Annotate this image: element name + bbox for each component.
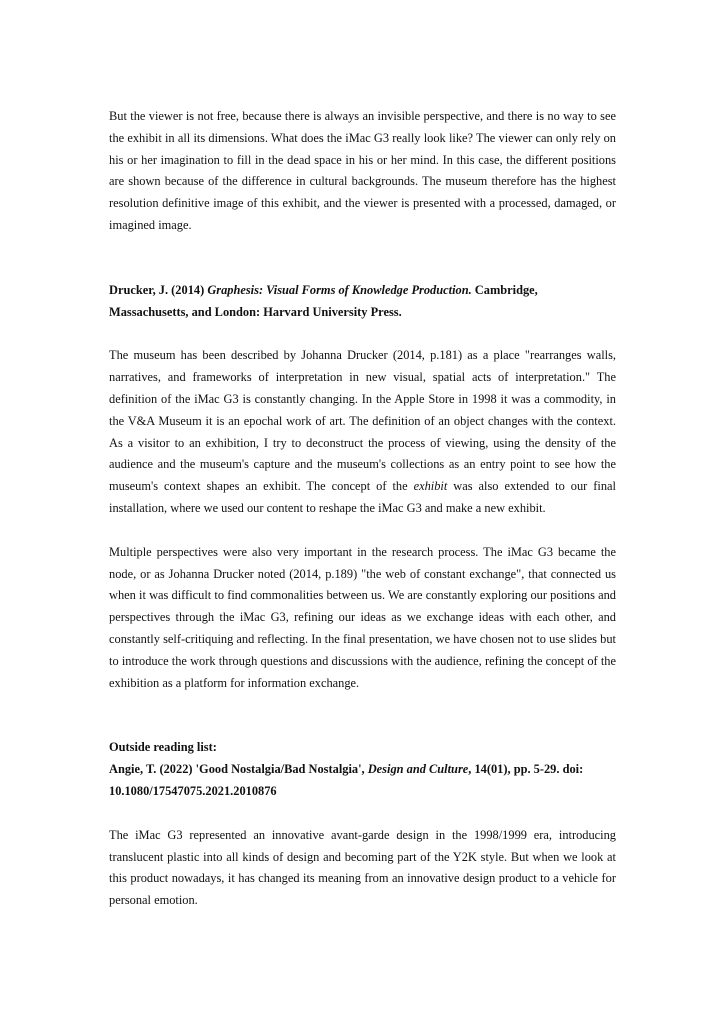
body-paragraph: But the viewer is not free, because there is always an invisible perspective, and there is no way to see the exhibit in all its dimensions. What does the iMac G3 really look like? The viewer can only rely on his or her imagination to fill in the dead space in his or her mind. In this case, the different positions are shown because of the difference in cultural backgrounds. The museum therefore has the highest resolution definitive image of this exhibit, and the viewer is presented with a processed, damaged, or imagined image.	[109, 109, 616, 232]
reference-citation	[109, 759, 616, 803]
document-page	[109, 106, 616, 912]
paragraph-spacer	[109, 323, 616, 345]
body-paragraph: The iMac G3 represented an innovative avant-garde design in the 1998/1999 era, introducing translucent plastic into all kinds of design and becoming part of the Y2K style. But when we look at this product nowadays, it has changed its meaning from an innovative design product to a vehicle for personal emotion.	[109, 827, 616, 908]
paragraph-spacer	[109, 803, 616, 825]
reference-book-title: Graphesis: Visual Forms of Knowledge Production.	[207, 282, 472, 297]
italic-term: exhibit	[413, 479, 448, 494]
paragraph-text: The museum has been described by Johanna Drucker (2014, p.181) as a place "rearranges walls, narratives, and frameworks of interpretation in new visual, spatial acts of interpretation." The definition of the iMac G3 is constantly changing. In the Apple Store in 1998 it was a commodity, in the V&A Museum it is an epochal work of art. The definition of an object changes with the context. As a visitor to an exhibition, I try to deconstruct the process of viewing, using the density of the audience and the museum's capture and the museum's collections as an entry point to see how the museum's context shapes an exhibit. The concept of the	[109, 348, 616, 494]
reference-author-title: Angie, T. (2022) 'Good Nostalgia/Bad Nostalgia',	[109, 762, 368, 777]
reference-author-year: Drucker, J. (2014)	[109, 282, 208, 297]
reference-citation	[109, 280, 616, 324]
paragraph-text: was also extended to our final installation, where we used our content to reshape the iMac G3 and make a new exhibit.	[109, 479, 616, 515]
paragraph-spacer	[109, 237, 616, 280]
reading-list-heading: Outside reading list:	[109, 740, 217, 755]
paragraph-spacer	[109, 694, 616, 737]
reference-journal: Design and Culture	[367, 762, 469, 777]
reference-publisher: Cambridge, Massachusetts, and London: Harvard University Press.	[109, 282, 538, 319]
paragraph-spacer	[109, 520, 616, 542]
reference-details: , 14(01), pp. 5-29. doi: 10.1080/17547075.2021.2010876	[109, 762, 584, 798]
body-paragraph: Multiple perspectives were also very important in the research process. The iMac G3 became the node, or as Johanna Drucker noted (2014, p.189) "the web of constant exchange", that connected us when it was difficult to find commonalities between us. We are constantly exploring our positions and perspectives through the iMac G3, refining our ideas as we exchange ideas with each other, and constantly self-critiquing and reflecting. In the final presentation, we have chosen not to use slides but to introduce the work through questions and discussions with the audience, refining the concept of the exhibition as a platform for information exchange.	[109, 544, 616, 690]
body-paragraph	[109, 345, 616, 519]
